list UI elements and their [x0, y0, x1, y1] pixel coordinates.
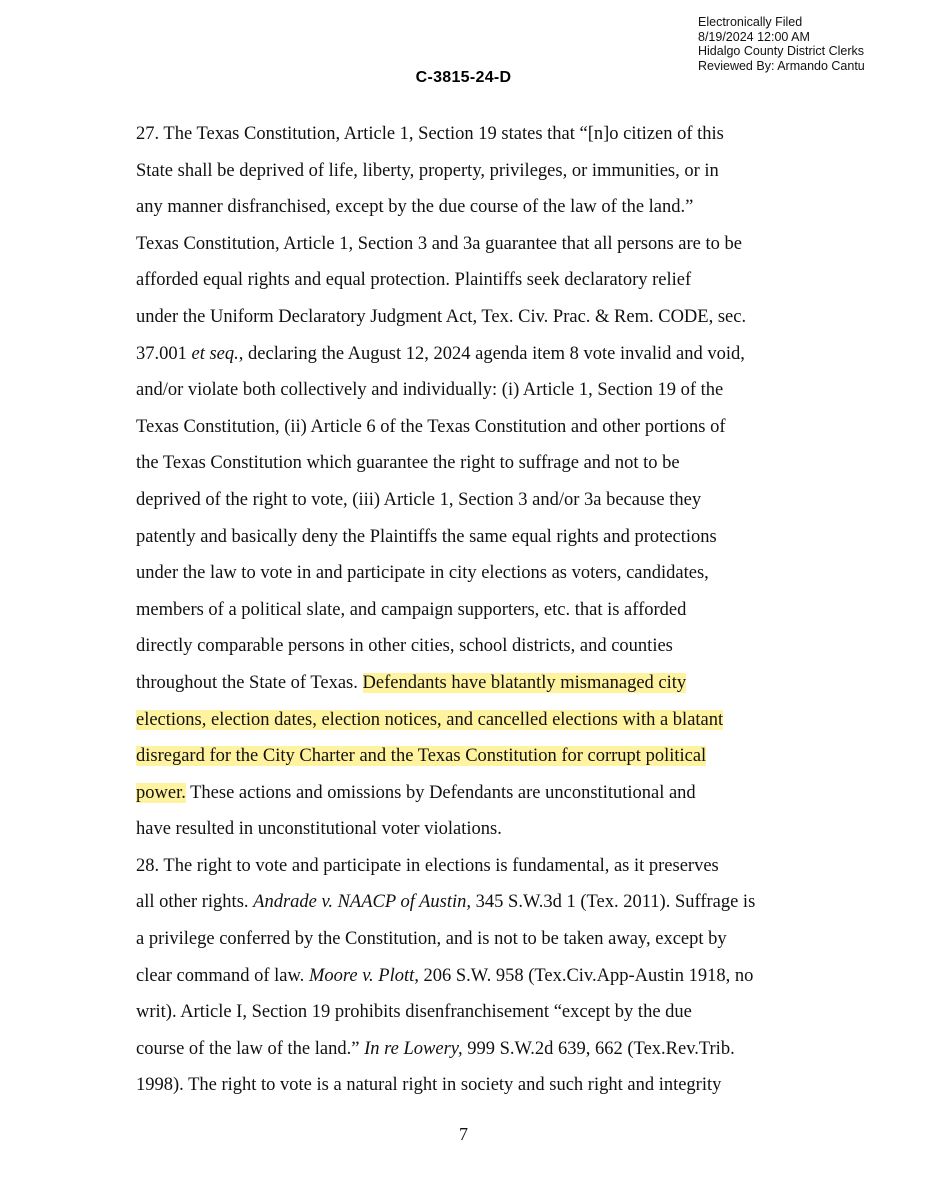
- text-line: [136, 738, 836, 775]
- text-segment: any manner disfranchised, except by the due course of the law of the land.”: [136, 197, 694, 218]
- text-segment: 28. The right to vote and participate in elections is fundamental, as it preserves: [136, 855, 719, 876]
- text-segment: clear command of law.: [136, 965, 309, 986]
- text-line: [136, 262, 836, 299]
- stamp-line: Electronically Filed: [698, 15, 803, 29]
- text-line: [136, 299, 836, 336]
- text-line: [136, 848, 836, 885]
- text-line: [136, 445, 836, 482]
- text-segment: deprived of the right to vote, (iii) Article 1, Section 3 and/or 3a because they: [136, 489, 702, 510]
- text-line: [136, 702, 836, 739]
- case-citation: Moore v. Plott,: [308, 965, 419, 986]
- text-line: [136, 519, 836, 556]
- text-segment: and/or violate both collectively and individually: (i) Article 1, Section 19 of the: [136, 380, 724, 401]
- text-line: [136, 1031, 836, 1068]
- text-segment: 999 S.W.2d 639, 662 (Tex.Rev.Trib.: [462, 1038, 735, 1059]
- text-segment: members of a political slate, and campaign supporters, etc. that is afforded: [136, 599, 687, 620]
- highlighted-text: disregard for the City Charter and the Texas Constitution for corrupt political: [136, 746, 707, 767]
- text-segment: These actions and omissions by Defendants are unconstitutional and: [185, 782, 696, 803]
- text-segment: course of the law of the land.”: [136, 1038, 365, 1059]
- stamp-line: Hidalgo County District Clerks: [698, 44, 865, 58]
- text-segment: throughout the State of Texas.: [136, 672, 363, 693]
- text-line: [136, 884, 836, 921]
- text-line: [136, 226, 836, 263]
- text-line: [136, 336, 836, 373]
- text-segment: the Texas Constitution which guarantee the right to suffrage and not to be: [136, 453, 680, 474]
- text-line: [136, 153, 836, 190]
- text-line: [136, 775, 836, 812]
- text-segment: 206 S.W. 958 (Tex.Civ.App-Austin 1918, no: [418, 965, 754, 986]
- text-segment: , declaring the August 12, 2024 agenda item 8 vote invalid and void,: [238, 343, 745, 364]
- stamp-line: Reviewed By: Armando Cantu: [698, 58, 865, 73]
- text-segment: have resulted in unconstitutional voter violations.: [136, 819, 502, 840]
- text-line: [136, 555, 836, 592]
- text-segment: directly comparable persons in other cities, school districts, and counties: [136, 636, 673, 657]
- text-segment: 345 S.W.3d 1 (Tex. 2011). Suffrage is: [471, 892, 756, 913]
- text-segment: under the Uniform Declaratory Judgment Act, Tex. Civ. Prac. & Rem. CODE, sec.: [136, 306, 747, 327]
- text-segment: writ). Article I, Section 19 prohibits disenfranchisement “except by the due: [136, 1002, 692, 1023]
- text-line: [136, 1067, 836, 1104]
- text-line: [136, 628, 836, 665]
- text-line: [136, 811, 836, 848]
- highlighted-text: Defendants have blatantly mismanaged city: [362, 672, 687, 693]
- text-line: [136, 482, 836, 519]
- text-segment: afforded equal rights and equal protection. Plaintiffs seek declaratory relief: [136, 270, 692, 291]
- highlighted-text: power.: [136, 782, 186, 803]
- text-segment: under the law to vote in and participate in city elections as voters, candidates,: [136, 563, 709, 584]
- text-line: [136, 958, 836, 995]
- stamp-line: 8/19/2024 12:00 AM: [698, 29, 810, 44]
- text-line: [136, 409, 836, 446]
- text-line: [136, 921, 836, 958]
- page-number: 7: [459, 1124, 468, 1144]
- document-body: [136, 116, 836, 1104]
- text-segment: a privilege conferred by the Constitution, and is not to be taken away, except by: [136, 929, 727, 950]
- text-line: [136, 665, 836, 702]
- text-line: [136, 994, 836, 1031]
- text-segment: Texas Constitution, (ii) Article 6 of the Texas Constitution and other portions of: [136, 416, 726, 437]
- case-citation: In re Lowery,: [364, 1038, 463, 1059]
- text-line: [136, 372, 836, 409]
- text-segment: State shall be deprived of life, liberty, property, privileges, or immunities, or in: [136, 160, 719, 181]
- text-segment: all other rights.: [136, 892, 254, 913]
- case-citation: et seq.: [191, 343, 239, 364]
- text-segment: 37.001: [136, 343, 192, 364]
- text-segment: patently and basically deny the Plaintiffs the same equal rights and protections: [136, 526, 717, 547]
- filing-stamp: [698, 15, 865, 73]
- highlighted-text: elections, election dates, election notices, and cancelled elections with a blatant: [136, 709, 724, 730]
- text-segment: 27. The Texas Constitution, Article 1, Section 19 states that “[n]o citizen of this: [136, 124, 724, 144]
- text-line: [136, 189, 836, 226]
- text-line: [136, 592, 836, 629]
- case-citation: Andrade v. NAACP of Austin,: [253, 892, 472, 913]
- text-segment: 1998). The right to vote is a natural right in society and such right and integrity: [136, 1075, 722, 1096]
- case-number: C-3815-24-D: [415, 69, 512, 86]
- text-segment: Texas Constitution, Article 1, Section 3 and 3a guarantee that all persons are to be: [136, 233, 742, 254]
- text-line: [136, 116, 836, 153]
